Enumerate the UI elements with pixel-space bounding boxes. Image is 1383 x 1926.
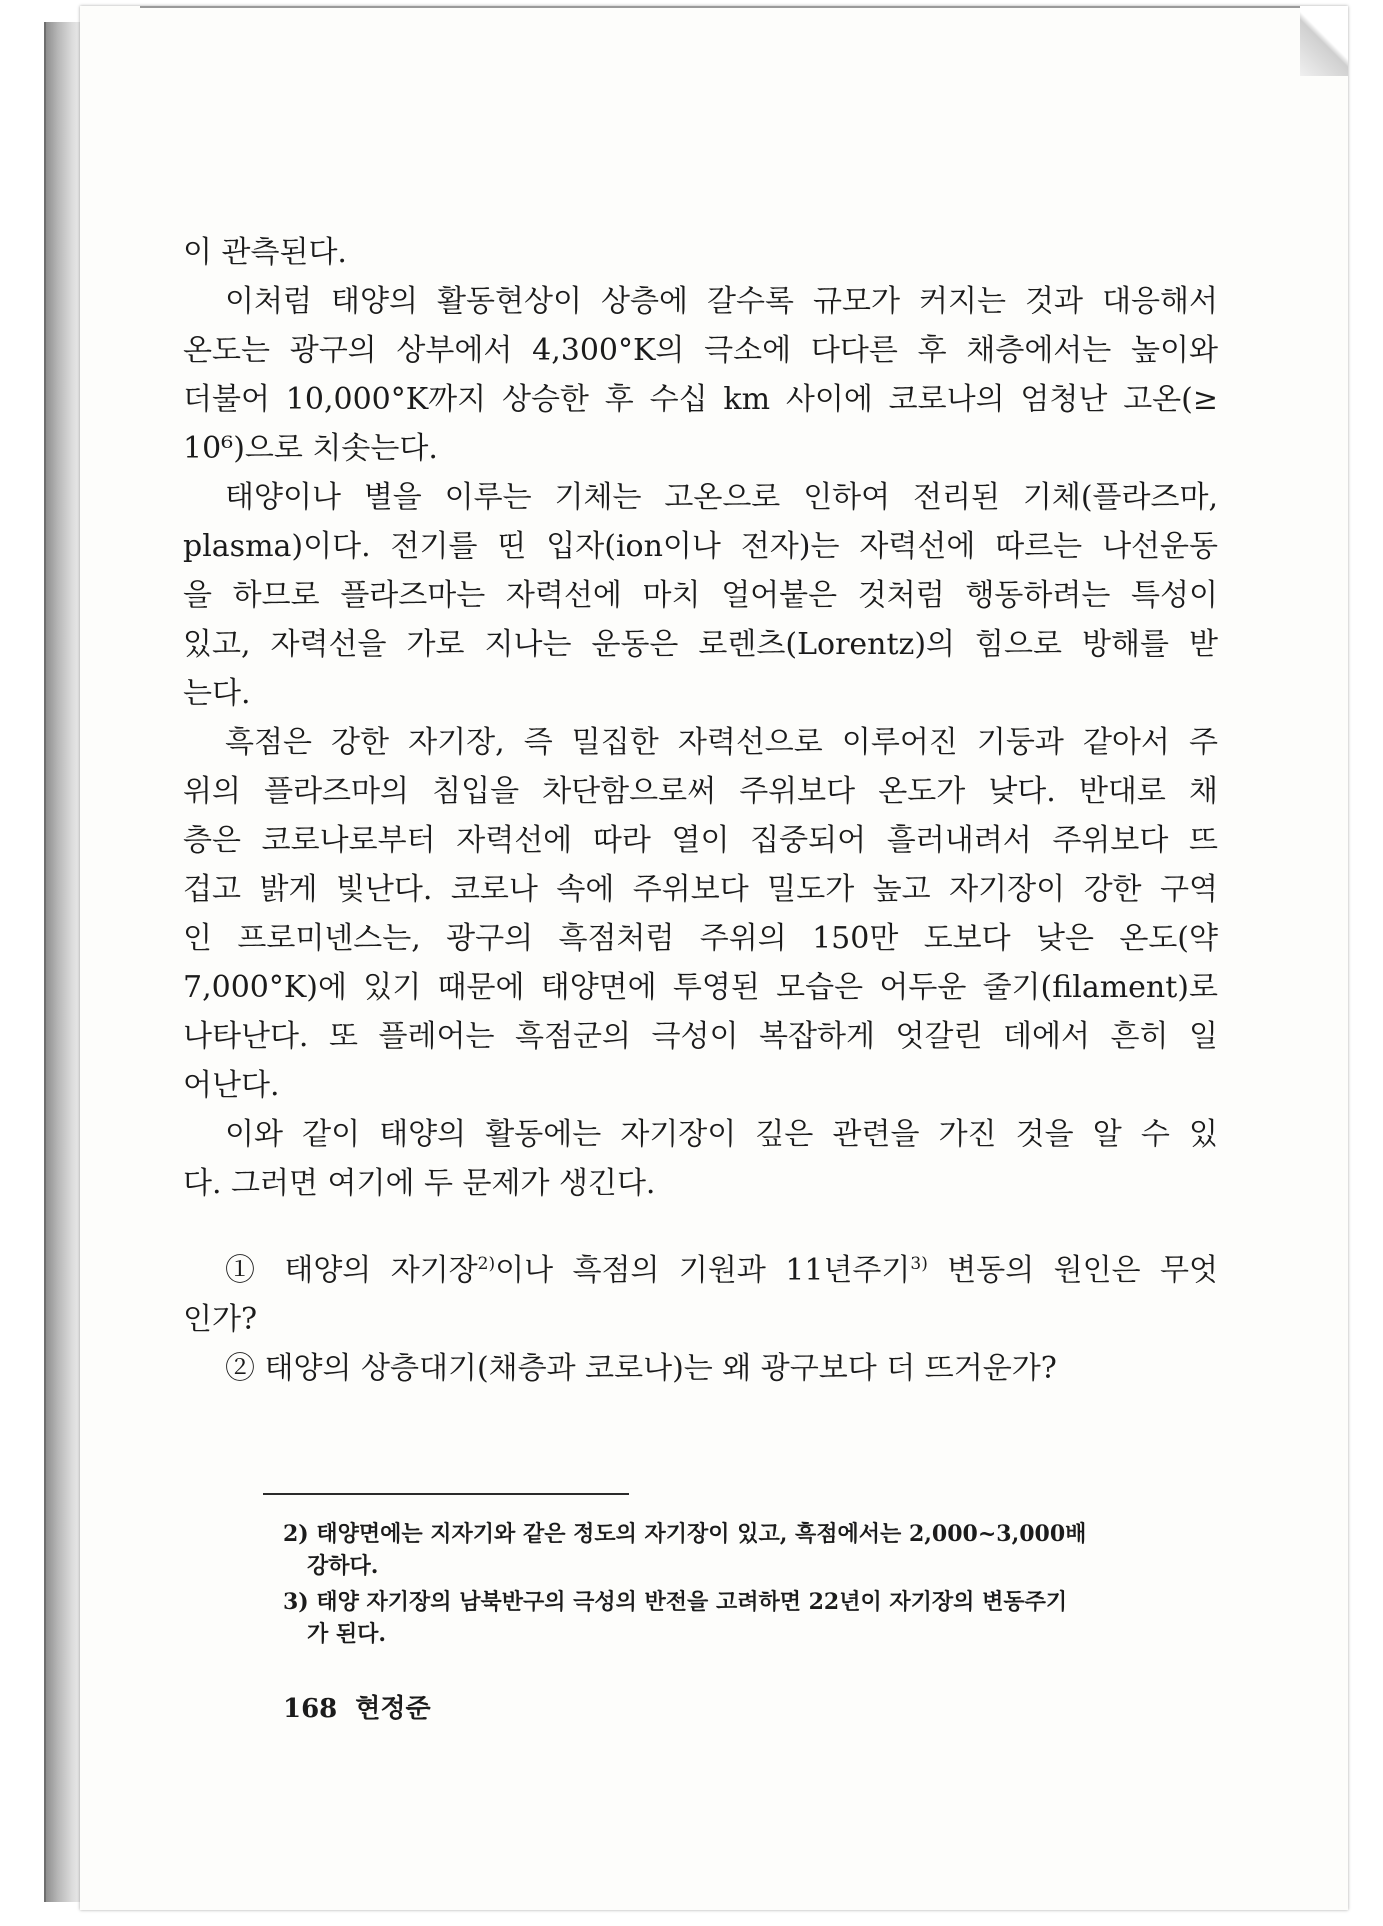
footnotes xyxy=(283,1518,1218,1654)
text-line: 어난다. xyxy=(183,1068,280,1103)
question-text: 변동의 원인은 무엇 xyxy=(947,1253,1218,1288)
footnote-3 xyxy=(283,1586,1218,1650)
body-text xyxy=(183,228,1218,1393)
spacer xyxy=(183,1208,1218,1246)
page-top-edge xyxy=(140,6,1348,8)
footnote-line: 3) 태양 자기장의 남북반구의 극성의 반전을 고려하면 22년이 자기장의 변동주기 xyxy=(283,1589,1068,1615)
text-line: 위의 플라즈마의 침입을 차단함으로써 주위보다 온도가 낮다. 반대로 채 xyxy=(183,774,1218,809)
text-line: 이처럼 태양의 활동현상이 상층에 갈수록 규모가 커지는 것과 대응해서 xyxy=(225,284,1218,319)
text-line: 흑점은 강한 자기장, 즉 밀집한 자력선으로 이루어진 기둥과 같아서 주 xyxy=(225,725,1218,760)
text-line: 을 하므로 플라즈마는 자력선에 마치 얼어붙은 것처럼 행동하려는 특성이 xyxy=(183,578,1218,613)
footnote-ref: 2) xyxy=(477,1254,496,1274)
text-line: 태양이나 별을 이루는 기체는 고온으로 인하여 전리된 기체(플라즈마, xyxy=(225,480,1218,515)
question-marker: ① xyxy=(225,1253,265,1288)
footnote-separator xyxy=(263,1493,629,1495)
question-text: 태양의 자기장 xyxy=(284,1253,478,1288)
book-edge xyxy=(44,22,82,1902)
page-footer xyxy=(283,1688,431,1725)
footnote-line: 강하다. xyxy=(307,1553,379,1579)
text-line: plasma)이다. 전기를 띤 입자(ion이나 전자)는 자력선에 따르는 나선운동 xyxy=(183,529,1218,564)
text-line: 이 관측된다. xyxy=(183,235,347,270)
text-line: 다. 그러면 여기에 두 문제가 생긴다. xyxy=(183,1166,656,1201)
footnote-line: 가 된다. xyxy=(307,1621,387,1647)
footnote-line: 2) 태양면에는 지자기와 같은 정도의 자기장이 있고, 흑점에서는 2,000~3,000배 xyxy=(283,1521,1087,1547)
text-line: 있고, 자력선을 가로 지나는 운동은 로렌츠(Lorentz)의 힘으로 방해를 받 xyxy=(183,627,1218,662)
text-line: 인 프로미넨스는, 광구의 흑점처럼 주위의 150만 도보다 낮은 온도(약 xyxy=(183,921,1218,956)
question-text: 이나 흑점의 기원과 11년주기 xyxy=(495,1253,911,1288)
page-corner-fold xyxy=(1300,6,1348,76)
text-line: 이와 같이 태양의 활동에는 자기장이 깊은 관련을 가진 것을 알 수 있 xyxy=(225,1117,1218,1152)
text-line: 10⁶)으로 치솟는다. xyxy=(183,431,438,466)
author-name: 현정준 xyxy=(355,1694,431,1724)
page-number: 168 xyxy=(283,1694,338,1724)
text-line: 겁고 밝게 빛난다. 코로나 속에 주위보다 밀도가 높고 자기장이 강한 구역 xyxy=(183,872,1218,907)
footnote-ref: 3) xyxy=(910,1254,928,1274)
text-line: 더불어 10,000°K까지 상승한 후 수십 km 사이에 코로나의 엄청난 고온(≥ xyxy=(183,382,1218,417)
text-line: 나타난다. 또 플레어는 흑점군의 극성이 복잡하게 엇갈린 데에서 흔히 일 xyxy=(183,1019,1218,1054)
footnote-2 xyxy=(283,1518,1218,1582)
text-line: 는다. xyxy=(183,676,251,711)
text-line: 7,000°K)에 있기 때문에 태양면에 투영된 모습은 어두운 줄기(filament)로 xyxy=(183,970,1218,1005)
question-2 xyxy=(183,1344,1218,1393)
question-text: 태양의 상층대기(채층과 코로나)는 왜 광구보다 더 뜨거운가? xyxy=(264,1351,1057,1386)
question-1 xyxy=(183,1246,1218,1295)
text-line: 층은 코로나로부터 자력선에 따라 열이 집중되어 흘러내려서 주위보다 뜨 xyxy=(183,823,1218,858)
text-line: 온도는 광구의 상부에서 4,300°K의 극소에 다다른 후 채층에서는 높이와 xyxy=(183,333,1218,368)
question-1-continuation: 인가? xyxy=(183,1302,258,1337)
question-marker: ② xyxy=(225,1351,255,1386)
